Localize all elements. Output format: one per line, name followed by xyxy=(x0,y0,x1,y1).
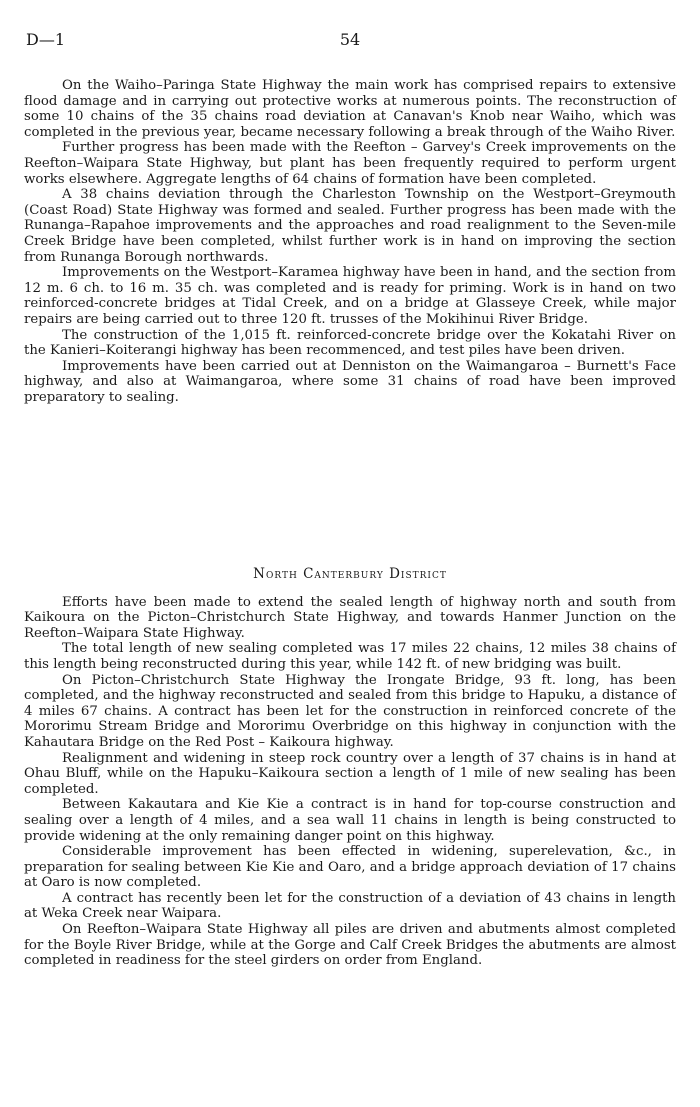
district-heading: North Canterbury District xyxy=(253,566,447,582)
paragraph: Between Kakautara and Kie Kie a contract is in hand for top-course construction and sealing over a length of 4 miles, and a sea wall 11 chains in length is being constructed to provide widening at the only remaining danger point on this highway. xyxy=(24,797,676,844)
paragraph: The construction of the 1,015 ft. reinforced-concrete bridge over the Kokatahi River on the Kanieri–Koiterangi highway has been recommenced, and test piles have been driven. xyxy=(24,327,676,359)
paragraph: Considerable improvement has been effected in widening, superelevation, &c., in preparation for sealing between Kie Kie and Oaro, and a bridge approach deviation of 17 chains at Oaro is now completed. xyxy=(24,844,676,891)
page-number: 54 xyxy=(339,30,361,49)
paragraph: On Picton–Christchurch State Highway the Irongate Bridge, 93 ft. long, has been completed, and the highway reconstructed and sealed from this bridge to Hapuku, a distance of 4 miles 67 chains. A contract has been let for the construction in reinforced concrete of the Mororimu Stream Bridge and Mororimu Overbridge on this highway in conjunction with the Kahautara Bridge on the Red Post – Kaikoura highway. xyxy=(24,672,676,750)
paragraph: A contract has recently been let for the construction of a deviation of 43 chains in length at Weka Creek near Waipara. xyxy=(24,890,676,922)
paragraph: The total length of new sealing completed was 17 miles 22 chains, 12 miles 38 chains of this length being reconstructed during this year, while 142 ft. of new bridging was built. xyxy=(24,641,676,672)
westland-works-section xyxy=(24,78,676,405)
page-header xyxy=(26,30,674,52)
paragraph: Improvements on the Westport–Karamea highway have been in hand, and the section from 12 m. 6 ch. to 16 m. 35 ch. was completed and is ready for priming. Work is in hand on two reinforced-concrete bridges at Tidal Creek, and on a bridge at Glasseye Creek, while major repairs are being carried out to three 120 ft. trusses of the Mokihinui River Bridge. xyxy=(24,265,676,327)
paragraph: Efforts have been made to extend the sealed length of highway north and south from Kaikoura on the Picton–Christchurch State Highway, and towards Hanmer Junction on the Reefton–Waipara State Highway. xyxy=(24,594,676,641)
paragraph: A 38 chains deviation through the Charleston Township on the Westport–Greymouth (Coast Road) State Highway was formed and sealed. Further progress has been made with the Runanga–Rapahoe improvements and the approaches and road realignment to the Seven-mile Creek Bridge have been completed, whilst further work is in hand on improving the section from Runanga Borough northwards. xyxy=(24,187,676,265)
paragraph: On the Waiho–Paringa State Highway the main work has comprised repairs to extensive flood damage and in carrying out protective works at numerous points. The reconstruction of some 10 chains of the 35 chains road deviation at Canavan's Knob near Waiho, which was completed in the previous year, became necessary following a break through of the Waiho River. xyxy=(24,78,676,140)
paragraph: On Reefton–Waipara State Highway all piles are driven and abutments almost completed for the Boyle River Bridge, while at the Gorge and Calf Creek Bridges the abutments are almost completed in readiness for the steel girders on order from England. xyxy=(24,922,676,969)
paragraph: Improvements have been carried out at Denniston on the Waimangaroa – Burnett's Face highway, and also at Waimangaroa, where some 31 chains of road have been improved preparatory to sealing. xyxy=(24,358,676,405)
document-reference: D—1 xyxy=(26,30,66,49)
north-canterbury-section xyxy=(24,567,676,969)
paragraph: Further progress has been made with the Reefton – Garvey's Creek improvements on the Reefton–Waipara State Highway, but plant has been frequently required to perform urgent works elsewhere. Aggregate lengths of 64 chains of formation have been completed. xyxy=(24,140,676,187)
paragraph: Realignment and widening in steep rock country over a length of 37 chains is in hand at Ohau Bluff, while on the Hapuku–Kaikoura section a length of 1 mile of new sealing has been completed. xyxy=(24,750,676,797)
